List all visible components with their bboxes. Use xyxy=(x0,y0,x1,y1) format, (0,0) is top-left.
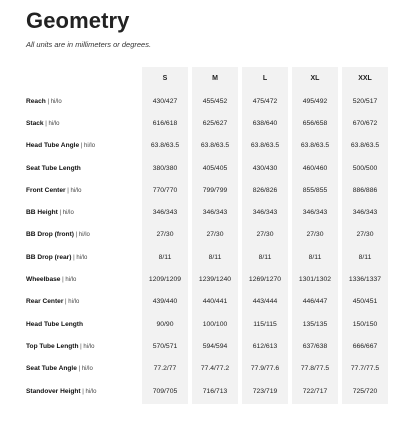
table-header-row xyxy=(26,67,388,90)
table-cell-xl: 656/658 xyxy=(292,112,338,134)
table-cell-l: 346/343 xyxy=(242,201,288,223)
table-cell-xxl: 27/30 xyxy=(342,224,388,246)
table-cell-s: 90/90 xyxy=(142,313,188,335)
table-cell-xxl: 63.8/63.5 xyxy=(342,135,388,157)
table-cell-xl: 495/492 xyxy=(292,90,338,112)
table-row xyxy=(26,179,388,201)
table-cell-m: 77.4/77.2 xyxy=(192,358,238,380)
table-cell-s: 1209/1209 xyxy=(142,268,188,290)
table-cell-s: 616/618 xyxy=(142,112,188,134)
row-label-cell: BB Height | hi/lo xyxy=(26,209,74,217)
table-cell-l: 443/444 xyxy=(242,291,288,313)
row-label: Wheelbase xyxy=(26,276,61,284)
table-row xyxy=(26,335,388,357)
table-cell-xxl: 500/500 xyxy=(342,157,388,179)
row-label: BB Height xyxy=(26,209,58,217)
table-row xyxy=(26,380,388,404)
table-cell-s: 63.8/63.5 xyxy=(142,135,188,157)
row-label-cell: Standover Height | hi/lo xyxy=(26,388,97,396)
row-label-cell: Stack | hi/lo xyxy=(26,119,60,127)
table-row xyxy=(26,291,388,313)
row-label: Seat Tube Angle xyxy=(26,365,77,373)
table-cell-m: 455/452 xyxy=(192,90,238,112)
table-cell-s: 380/380 xyxy=(142,157,188,179)
table-cell-m: 799/799 xyxy=(192,179,238,201)
table-cell-s: 346/343 xyxy=(142,201,188,223)
table-cell-m: 594/594 xyxy=(192,335,238,357)
row-label: Top Tube Length xyxy=(26,342,79,350)
table-cell-xl: 460/460 xyxy=(292,157,338,179)
column-header-l: L xyxy=(242,67,288,90)
table-cell-xxl: 77.7/77.5 xyxy=(342,358,388,380)
table-cell-l: 27/30 xyxy=(242,224,288,246)
table-cell-xxl: 8/11 xyxy=(342,246,388,268)
table-cell-l: 63.8/63.5 xyxy=(242,135,288,157)
row-label-cell: Rear Center | hi/lo xyxy=(26,298,80,306)
table-cell-xl: 446/447 xyxy=(292,291,338,313)
row-mode-label: hi/lo xyxy=(70,187,82,194)
table-row xyxy=(26,157,388,179)
table-cell-xl: 8/11 xyxy=(292,246,338,268)
row-label-cell: BB Drop (front) | hi/lo xyxy=(26,231,90,239)
row-label: Front Center xyxy=(26,186,66,194)
row-label-cell: BB Drop (rear) | hi/lo xyxy=(26,253,88,261)
table-cell-xl: 135/135 xyxy=(292,313,338,335)
table-cell-xl: 63.8/63.5 xyxy=(292,135,338,157)
table-cell-m: 405/405 xyxy=(192,157,238,179)
table-cell-l: 115/115 xyxy=(242,313,288,335)
table-cell-l: 826/826 xyxy=(242,179,288,201)
row-mode-label: hi/lo xyxy=(83,343,95,350)
row-label-cell: Top Tube Length | hi/lo xyxy=(26,342,95,350)
table-cell-xxl: 1336/1337 xyxy=(342,268,388,290)
row-label-cell: Reach | hi/lo xyxy=(26,97,62,105)
table-cell-l: 612/613 xyxy=(242,335,288,357)
row-mode-label: hi/lo xyxy=(81,366,93,373)
row-label-cell xyxy=(26,157,138,179)
row-mode-label: hi/lo xyxy=(50,98,62,105)
row-label-cell: Head Tube Angle | hi/lo xyxy=(26,142,96,150)
column-header-xxl: XXL xyxy=(342,67,388,90)
table-cell-l: 638/640 xyxy=(242,112,288,134)
table-cell-xxl: 450/451 xyxy=(342,291,388,313)
table-cell-xxl: 666/667 xyxy=(342,335,388,357)
table-cell-m: 8/11 xyxy=(192,246,238,268)
table-cell-s: 439/440 xyxy=(142,291,188,313)
table-row xyxy=(26,313,388,335)
table-cell-xl: 77.8/77.5 xyxy=(292,358,338,380)
row-label: BB Drop (front) xyxy=(26,231,74,239)
column-header-m: M xyxy=(192,67,238,90)
table-cell-l: 475/472 xyxy=(242,90,288,112)
row-label: Stack xyxy=(26,119,44,127)
geometry-table xyxy=(22,67,392,404)
row-label: Standover Height xyxy=(26,388,81,396)
table-cell-s: 570/571 xyxy=(142,335,188,357)
table-cell-m: 625/627 xyxy=(192,112,238,134)
table-cell-s: 27/30 xyxy=(142,224,188,246)
row-label-cell: Front Center | hi/lo xyxy=(26,186,82,194)
table-cell-xl: 637/638 xyxy=(292,335,338,357)
table-cell-xxl: 670/672 xyxy=(342,112,388,134)
row-mode-label: hi/lo xyxy=(84,143,96,150)
row-mode-label: hi/lo xyxy=(85,389,97,396)
table-cell-m: 440/441 xyxy=(192,291,238,313)
row-mode-label: hi/lo xyxy=(68,299,80,306)
table-cell-l: 8/11 xyxy=(242,246,288,268)
table-row xyxy=(26,90,388,112)
table-cell-s: 8/11 xyxy=(142,246,188,268)
column-header-s: S xyxy=(142,67,188,90)
table-row xyxy=(26,135,388,157)
row-label: Head Tube Length xyxy=(26,320,84,328)
table-body xyxy=(26,90,388,404)
table-cell-xl: 722/717 xyxy=(292,380,338,404)
table-cell-xxl: 520/517 xyxy=(342,90,388,112)
table-cell-xl: 346/343 xyxy=(292,201,338,223)
table-cell-m: 346/343 xyxy=(192,201,238,223)
row-mode-label: hi/lo xyxy=(65,277,77,284)
row-mode-label: hi/lo xyxy=(62,210,74,217)
row-label-cell xyxy=(26,313,138,335)
table-cell-m: 63.8/63.5 xyxy=(192,135,238,157)
table-row xyxy=(26,358,388,380)
page-subtitle: All units are in millimeters or degrees. xyxy=(26,40,152,49)
page-title: Geometry xyxy=(26,8,130,33)
table-cell-l: 430/430 xyxy=(242,157,288,179)
table-row xyxy=(26,224,388,246)
table-cell-s: 77.2/77 xyxy=(142,358,188,380)
table-cell-xxl: 346/343 xyxy=(342,201,388,223)
row-mode-label: hi/lo xyxy=(78,232,90,239)
table-cell-xl: 855/855 xyxy=(292,179,338,201)
table-cell-xxl: 150/150 xyxy=(342,313,388,335)
table-cell-m: 716/713 xyxy=(192,380,238,404)
row-label: Reach xyxy=(26,97,46,105)
row-label: Rear Center xyxy=(26,298,64,306)
row-label-cell: Seat Tube Angle | hi/lo xyxy=(26,365,93,373)
table-cell-s: 430/427 xyxy=(142,90,188,112)
table-row xyxy=(26,246,388,268)
row-mode-label: hi/lo xyxy=(76,254,88,261)
row-label: Seat Tube Length xyxy=(26,164,81,172)
row-label-cell: Wheelbase | hi/lo xyxy=(26,276,77,284)
table-cell-m: 1239/1240 xyxy=(192,268,238,290)
table-row xyxy=(26,268,388,290)
table-cell-l: 723/719 xyxy=(242,380,288,404)
column-header-xl: XL xyxy=(292,67,338,90)
table-cell-xxl: 725/720 xyxy=(342,380,388,404)
table-cell-s: 709/705 xyxy=(142,380,188,404)
row-mode-label: hi/lo xyxy=(48,120,60,127)
table-cell-l: 1269/1270 xyxy=(242,268,288,290)
table-cell-s: 770/770 xyxy=(142,179,188,201)
table-cell-xxl: 886/886 xyxy=(342,179,388,201)
table-cell-xl: 27/30 xyxy=(292,224,338,246)
header-spacer xyxy=(26,67,138,90)
table-row xyxy=(26,112,388,134)
table-cell-l: 77.9/77.6 xyxy=(242,358,288,380)
row-label: BB Drop (rear) xyxy=(26,253,72,261)
table-row xyxy=(26,201,388,223)
row-label: Head Tube Angle xyxy=(26,142,80,150)
table-cell-m: 100/100 xyxy=(192,313,238,335)
table-cell-xl: 1301/1302 xyxy=(292,268,338,290)
table-cell-m: 27/30 xyxy=(192,224,238,246)
